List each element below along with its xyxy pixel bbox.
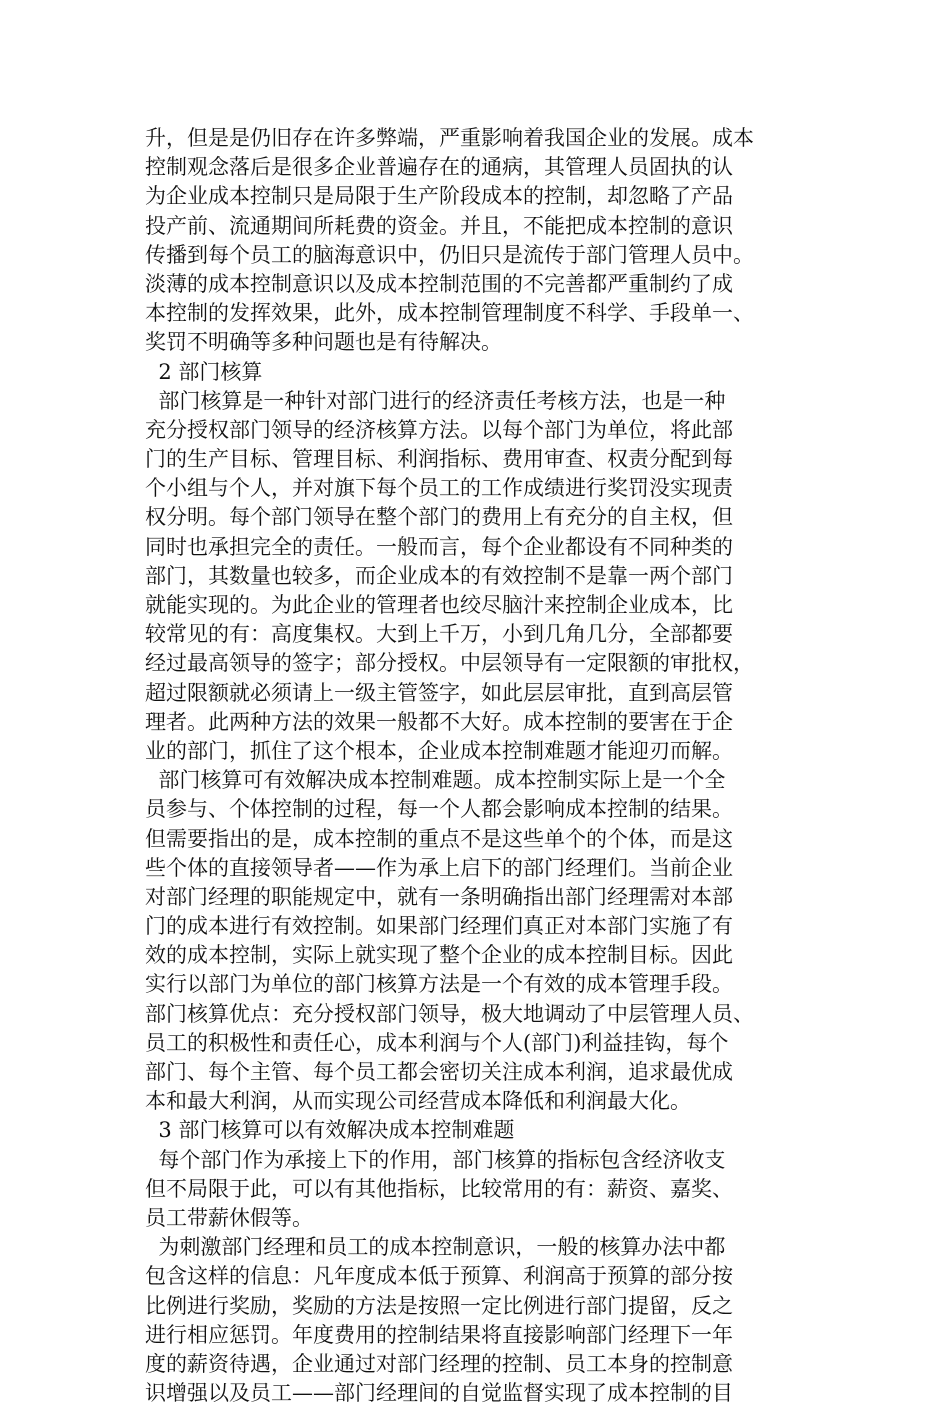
text-line: 进行相应惩罚。年度费用的控制结果将直接影响部门经理下一年 <box>145 1322 733 1347</box>
text-line: 度的薪资待遇，企业通过对部门经理的控制、员工本身的控制意 <box>145 1351 733 1376</box>
text-line: 奖罚不明确等多种问题也是有待解决。 <box>145 330 502 355</box>
text-line: 些个体的直接领导者——作为承上启下的部门经理们。当前企业 <box>145 855 733 880</box>
text-line: 业的部门，抓住了这个根本，企业成本控制难题才能迎刃而解。 <box>145 738 733 763</box>
text-line: 本和最大利润，从而实现公司经营成本降低和利润最大化。 <box>145 1089 691 1114</box>
section-heading: 3 部门核算可以有效解决成本控制难题 <box>145 1118 515 1143</box>
text-line: 每个部门作为承接上下的作用，部门核算的指标包含经济收支 <box>145 1147 726 1172</box>
text-line: 理者。此两种方法的效果一般都不大好。成本控制的要害在于企 <box>145 709 733 734</box>
text-line: 比例进行奖励，奖励的方法是按照一定比例进行部门提留，反之 <box>145 1293 733 1318</box>
text-line: 员工带薪休假等。 <box>145 1205 313 1230</box>
text-line: 本控制的发挥效果，此外，成本控制管理制度不科学、手段单一、 <box>145 301 754 326</box>
text-line: 识增强以及员工——部门经理间的自觉监督实现了成本控制的目 <box>145 1381 733 1406</box>
text-line: 员参与、个体控制的过程，每一个人都会影响成本控制的结果。 <box>145 797 733 822</box>
text-line: 较常见的有：高度集权。大到上千万，小到几角几分，全部都要 <box>145 622 733 647</box>
text-line: 但需要指出的是，成本控制的重点不是这些单个的个体，而是这 <box>145 826 733 851</box>
text-line: 为企业成本控制只是局限于生产阶段成本的控制，却忽略了产品 <box>145 184 733 209</box>
text-line: 门的生产目标、管理目标、利润指标、费用审查、权责分配到每 <box>145 447 733 472</box>
text-line: 部门核算优点：充分授权部门领导，极大地调动了中层管理人员、 <box>145 1001 754 1026</box>
text-line: 门的成本进行有效控制。如果部门经理们真正对本部门实施了有 <box>145 914 733 939</box>
text-line: 实行以部门为单位的部门核算方法是一个有效的成本管理手段。 <box>145 972 733 997</box>
text-line: 权分明。每个部门领导在整个部门的费用上有充分的自主权，但 <box>145 505 733 530</box>
text-line: 但不局限于此，可以有其他指标，比较常用的有：薪资、嘉奖、 <box>145 1176 733 1201</box>
text-line: 淡薄的成本控制意识以及成本控制范围的不完善都严重制约了成 <box>145 271 733 296</box>
text-line: 投产前、流通期间所耗费的资金。并且，不能把成本控制的意识 <box>145 213 733 238</box>
text-line: 控制观念落后是很多企业普遍存在的通病，其管理人员固执的认 <box>145 155 733 180</box>
text-line: 同时也承担完全的责任。一般而言，每个企业都设有不同种类的 <box>145 534 733 559</box>
section-heading: 2 部门核算 <box>145 359 263 384</box>
text-line: 传播到每个员工的脑海意识中，仍旧只是流传于部门管理人员中。 <box>145 242 754 267</box>
text-line: 部门，其数量也较多，而企业成本的有效控制不是靠一两个部门 <box>145 563 733 588</box>
text-line: 经过最高领导的签字；部分授权。中层领导有一定限额的审批权， <box>145 651 754 676</box>
text-line: 部门、每个主管、每个员工都会密切关注成本利润，追求最优成 <box>145 1060 733 1084</box>
text-line: 为刺激部门经理和员工的成本控制意识，一般的核算办法中都 <box>145 1235 726 1260</box>
text-line: 员工的积极性和责任心，成本利润与个人(部门)利益挂钩，每个 <box>145 1030 729 1055</box>
text-line: 升，但是是仍旧存在许多弊端，严重影响着我国企业的发展。成本 <box>145 126 754 150</box>
document-page <box>145 124 785 1408</box>
text-line: 包含这样的信息：凡年度成本低于预算、利润高于预算的部分按 <box>145 1264 733 1289</box>
text-line: 超过限额就必须请上一级主管签字，如此层层审批，直到高层管 <box>145 680 733 705</box>
text-line: 对部门经理的职能规定中，就有一条明确指出部门经理需对本部 <box>145 884 733 909</box>
text-line: 效的成本控制，实际上就实现了整个企业的成本控制目标。因此 <box>145 943 733 968</box>
text-line: 充分授权部门领导的经济核算方法。以每个部门为单位，将此部 <box>145 417 733 442</box>
text-line: 部门核算可有效解决成本控制难题。成本控制实际上是一个全 <box>145 768 726 793</box>
text-line: 个小组与个人，并对旗下每个员工的工作成绩进行奖罚没实现责 <box>145 476 733 501</box>
text-line: 就能实现的。为此企业的管理者也绞尽脑汁来控制企业成本，比 <box>145 593 733 617</box>
text-line: 部门核算是一种针对部门进行的经济责任考核方法，也是一种 <box>145 388 726 413</box>
